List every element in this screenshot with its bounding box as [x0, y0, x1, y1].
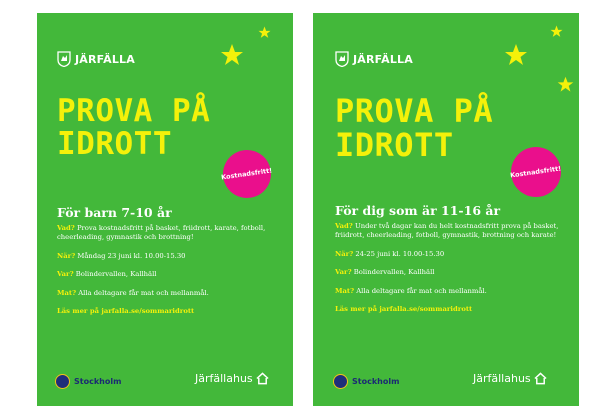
headline-line2: IDROTT — [57, 125, 172, 162]
info-var: Var? Bolindervallen, Kallhäll — [57, 270, 157, 279]
stockholm-logo — [55, 374, 121, 389]
seal-icon — [55, 374, 70, 389]
brand-name: JÄRFÄLLA — [353, 52, 413, 66]
headline — [57, 95, 210, 160]
star-icon — [220, 43, 244, 67]
house-icon — [256, 372, 269, 385]
headline-line1: PROVA PÅ — [57, 93, 211, 129]
stockholm-text: Stockholm — [74, 377, 122, 386]
jarfallahus-logo — [195, 372, 269, 385]
brand-logo — [335, 51, 413, 67]
crest-icon — [335, 51, 349, 67]
age-subhead: För dig som är 11-16 år — [335, 203, 501, 218]
crest-icon — [57, 51, 71, 67]
stockholm-text: Stockholm — [352, 377, 400, 386]
headline — [335, 92, 494, 164]
free-badge-text: Kostnadsfritt! — [221, 166, 273, 182]
jarfallahus-text: Järfällahus — [473, 372, 531, 385]
info-link[interactable]: Läs mer på jarfalla.se/sommaridrott — [57, 306, 195, 315]
brand-logo — [57, 51, 135, 67]
free-badge — [511, 147, 561, 197]
free-badge — [223, 150, 271, 198]
info-vad: Vad? Under två dagar kan du helt kostnadsfritt prova på basket, friidrott, cheerleading, fotboll, gymnastik, brottning och karate! — [335, 222, 559, 240]
poster-right — [313, 13, 579, 406]
jarfallahus-logo — [473, 372, 547, 385]
brand-name: JÄRFÄLLA — [75, 52, 135, 66]
info-vad: Vad? Prova kostnadsfritt på basket, friidrott, karate, fotboll, cheerleading, gymnastik och brottning! — [57, 224, 266, 242]
info-link[interactable]: Läs mer på jarfalla.se/sommaridrott — [335, 304, 473, 313]
info-block — [57, 224, 279, 325]
star-icon — [258, 26, 271, 39]
house-icon — [534, 372, 547, 385]
star-icon — [550, 25, 563, 38]
info-block — [335, 222, 567, 323]
info-var: Var? Bolindervallen, Kallhäll — [335, 268, 435, 277]
jarfallahus-text: Järfällahus — [195, 372, 253, 385]
poster-left — [37, 13, 293, 406]
star-icon — [504, 43, 528, 67]
info-nar: När? Måndag 23 juni kl. 10.00-15.30 — [57, 251, 186, 260]
free-badge-text: Kostnadsfritt! — [510, 164, 562, 180]
star-icon — [557, 76, 574, 93]
headline-line2: IDROTT — [335, 125, 454, 164]
info-mat: Mat? Alla deltagare får mat och mellanmål. — [57, 288, 209, 297]
seal-icon — [333, 374, 348, 389]
headline-line1: PROVA PÅ — [335, 92, 494, 130]
age-subhead: För barn 7-10 år — [57, 205, 172, 220]
info-nar: När? 24-25 juni kl. 10.00-15.30 — [335, 249, 445, 258]
stockholm-logo — [333, 374, 399, 389]
info-mat: Mat? Alla deltagare får mat och mellanmål. — [335, 286, 487, 295]
